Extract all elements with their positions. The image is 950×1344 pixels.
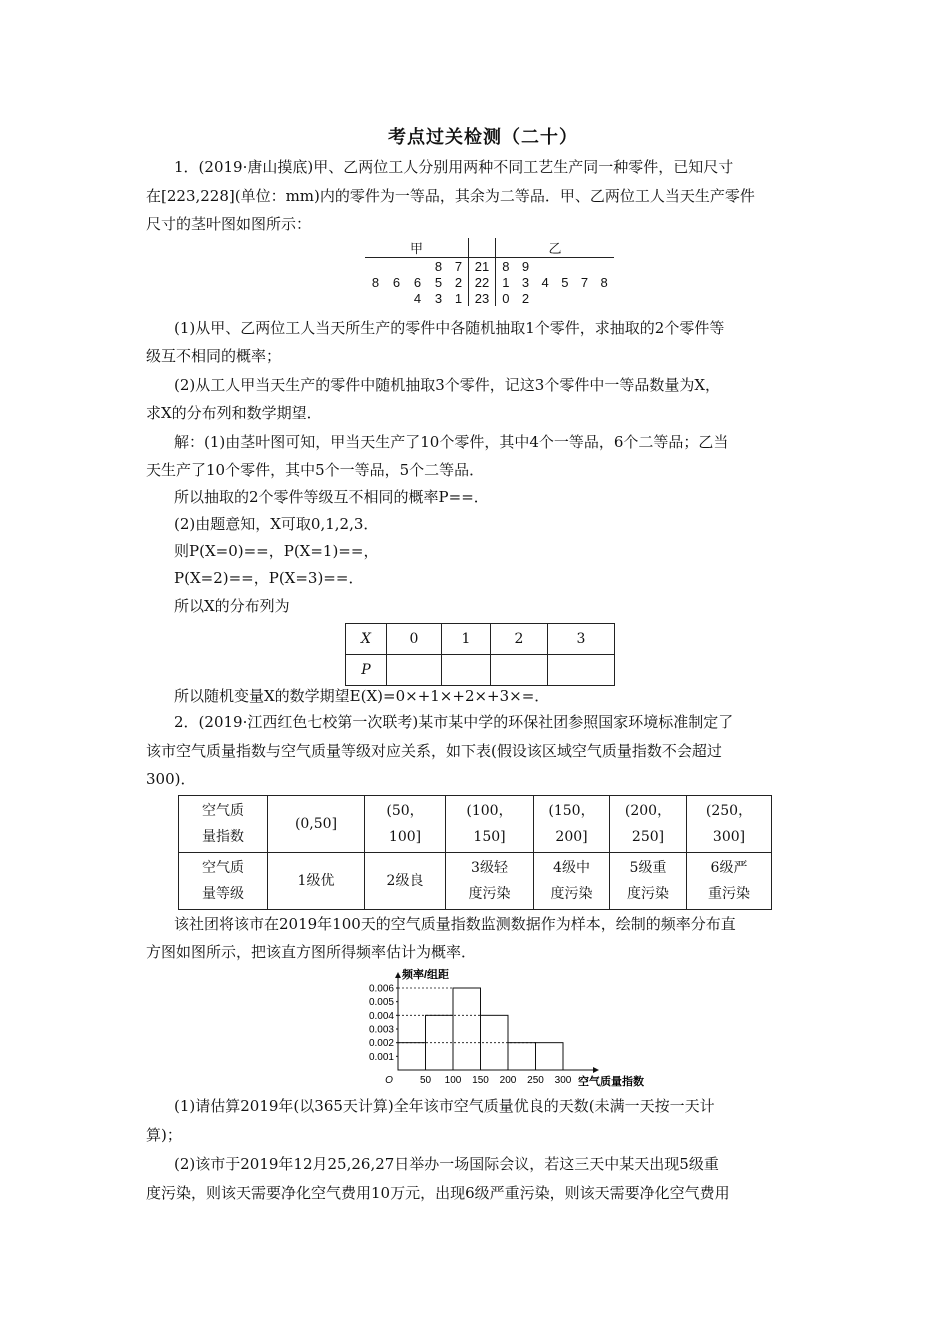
histogram-bar [536, 1043, 564, 1070]
y-tick-label: 0.002 [368, 1038, 394, 1050]
y-tick-label: 0.003 [368, 1024, 394, 1036]
x-axis-arrow [593, 1067, 599, 1073]
q1-part-line: 所以X的分布列为 [174, 597, 290, 615]
q1-line-2: 在[223,228](单位：mm)内的零件为一等品，其余为二等品．甲、乙两位工人当天生产零件 [146, 187, 755, 205]
x-tick-label: 200 [499, 1075, 517, 1086]
frequency-histogram [353, 966, 644, 1090]
q1-part-line: (2)由题意知，X可取0,1,2,3． [174, 515, 379, 533]
stem-leaf-plot [365, 238, 614, 306]
stem-right-header: 乙 [496, 238, 615, 258]
x-tick-label: 300 [554, 1075, 572, 1086]
histogram-bar [398, 1043, 426, 1070]
page-title: 考点过关检测（二十） [388, 127, 578, 148]
y-tick-label: 0.004 [368, 1010, 394, 1022]
q1-expectation: 所以随机变量X的数学期望E(X)=0×+1×+2×+3×=． [174, 687, 550, 705]
x-tick-label: 250 [527, 1075, 544, 1086]
stem-row: 8 7 21 8 9 [434, 258, 530, 274]
stem-left-header: 甲 [365, 238, 469, 258]
stem-row: 8 6 6 5 2 22 1 3 4 5 7 8 [371, 274, 608, 290]
y-axis-arrow [395, 972, 401, 978]
q1-part-line: 则P(X=0)==，P(X=1)==， [174, 542, 379, 560]
histogram-bar [453, 988, 481, 1070]
y-tick-label: 0.005 [368, 997, 394, 1009]
y-axis-label: 频率/组距 [402, 969, 450, 981]
q1-part-line: (1)从甲、乙两位工人当天所生产的零件中各随机抽取1个零件，求抽取的2个零件等 [174, 319, 725, 337]
q2-after-line: 方图如图所示，把该直方图所得频率估计为概率． [146, 943, 477, 961]
x-axis-label: 空气质量指数 [578, 1076, 644, 1088]
q1-line-3: 尺寸的茎叶图如图所示： [146, 215, 312, 233]
distribution-table: X 0 1 2 3 P [345, 623, 615, 686]
q1-part-line: P(X=2)==，P(X=3)==． [174, 569, 364, 587]
x-tick-label: 100 [444, 1075, 462, 1086]
q2-part-line: (1)请估算2019年(以365天计算)全年该市空气质量优良的天数(未满一天按一天计 [174, 1097, 715, 1115]
q2-line-1: 2．(2019·江西红色七校第一次联考)某市某中学的环保社团参照国家环境标准制定了 [174, 713, 734, 731]
q1-part-line: 天生产了10个零件，其中5个一等品，5个二等品． [146, 461, 485, 479]
q2-line-2: 该市空气质量指数与空气质量等级对应关系，如下表(假设该区域空气质量指数不会超过 [146, 742, 722, 760]
q2-line-3: 300)． [146, 770, 196, 788]
q1-part-line: 求X的分布列和数学期望． [146, 404, 322, 422]
q2-part-line: (2)该市于2019年12月25,26,27日举办一场国际会议，若这三天中某天出现5级重 [174, 1155, 719, 1173]
q2-part-line: 算)； [146, 1126, 182, 1144]
q1-part-line: 所以抽取的2个零件等级互不相同的概率P==． [174, 488, 489, 506]
aqi-table: 空气质 量指数 (0,50] (50， 100] (100， 150] (150， 200] (200， 250] (250， 300] 空气质 量等级 1级优 2级良 3级轻 度污染 4级中 度污染 5级重 度污染 6级严 重污染 [178, 795, 772, 910]
q2-part-line: 度污染，则该天需要净化空气费用10万元，出现6级严重污染，则该天需要净化空气费用 [146, 1184, 730, 1202]
origin-label: O [385, 1075, 393, 1086]
x-tick-label: 150 [472, 1075, 489, 1086]
stem-row: 4 3 1 23 0 2 [413, 290, 530, 306]
y-tick-label: 0.001 [368, 1051, 394, 1063]
q1-part-line: (2)从工人甲当天生产的零件中随机抽取3个零件，记这3个零件中一等品数量为X， [174, 376, 721, 394]
x-tick-label: 50 [419, 1075, 432, 1086]
y-tick-label: 0.006 [368, 983, 394, 995]
q1-line-1: 1．(2019·唐山摸底)甲、乙两位工人分别用两种不同工艺生产同一种零件，已知尺寸 [174, 158, 734, 176]
q2-after-line: 该社团将该市在2019年100天的空气质量指数监测数据作为样本，绘制的频率分布直 [174, 915, 736, 933]
q1-part-line: 解：(1)由茎叶图可知，甲当天生产了10个零件，其中4个一等品，6个二等品；乙当 [174, 433, 729, 451]
histogram-bar [508, 1043, 536, 1070]
q1-part-line: 级互不相同的概率； [146, 347, 282, 365]
